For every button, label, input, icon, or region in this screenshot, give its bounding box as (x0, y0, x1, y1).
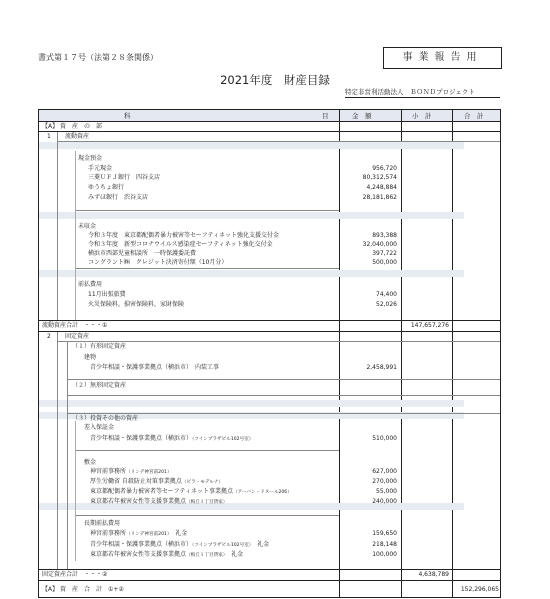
cash-item: 手元現金 (88, 165, 113, 172)
cash-amount: 956,720 (372, 165, 397, 172)
prepaid-item: 火災保険料，損害保険料，家財保険 (88, 301, 185, 308)
prepaid-group: 前払費用 (78, 281, 103, 288)
long-prepaid-amount: 159,650 (372, 530, 397, 537)
long-prepaid-group: 長期前払費用 (84, 520, 121, 527)
guarantee-amount: 510,000 (372, 435, 397, 442)
building-amount: 2,458,991 (366, 364, 397, 371)
organization-name: 特定非営利活動法人 ＢＯＮＤプロジェクト (345, 87, 500, 98)
guarantee-group: 差入保証金 (84, 424, 115, 431)
receivable-group: 未収金 (78, 223, 97, 230)
building-item: 青少年相談・保護事業拠点（横浜市） 内装工事 (90, 364, 220, 371)
long-prepaid-item: 神宮前事務所（リンデ神宮前201） 礼金 (90, 530, 188, 537)
header-col1: 科 (124, 112, 131, 120)
header-amount: 金 額 (352, 112, 372, 120)
inventory-table (38, 109, 501, 598)
header-subtotal: 小 計 (412, 112, 432, 120)
cash-item: 三菱ＵＦＪ銀行 四谷支店 (88, 174, 161, 181)
deposit-item: 東京都配偶者暴力被害者等セーフティネット事業拠点（アーバン・ドヌール206） (90, 488, 292, 495)
section-current-no: 1 (47, 133, 51, 140)
deposit-amount: 55,000 (376, 488, 397, 495)
cash-item: ゆうちょ銀行 (88, 184, 125, 191)
document-title: 2021年度 財産目録 (220, 73, 330, 87)
prepaid-item: 11月出張旅費 (88, 291, 126, 298)
receivable-item: 令和３年度 東京都配偶者暴力被害等セーフティネット強化支援交付金 (88, 232, 279, 239)
building-group: 建物 (84, 354, 97, 361)
deposit-amount: 240,000 (372, 498, 397, 505)
section-current: 流動資産 (65, 133, 90, 140)
deposit-item: 東京都若年被害女性等支援事業拠点（梅丘１丁目貸家） (90, 498, 228, 505)
cash-amount: 80,312,574 (362, 174, 397, 181)
deposit-amount: 270,000 (372, 478, 397, 485)
current-assets-total-label: 流動資産合計 ・・・① (42, 322, 108, 329)
section-fixed: 固定資産 (65, 333, 90, 340)
receivable-item: 横浜市西部児童相談所 一時保護委託費 (88, 250, 197, 257)
receivable-item: 令和３年度 新型コロナウイルス感染症セーフティネット強化交付金 (88, 241, 273, 248)
current-assets-total: 147,657,276 (410, 322, 449, 329)
deposit-group: 敷金 (84, 459, 97, 466)
report-type-box: 事業報告用 (383, 47, 502, 69)
receivable-amount: 32,040,000 (362, 241, 397, 248)
asset-total: 152,296,065 (460, 586, 499, 593)
table-header (39, 110, 500, 122)
deposit-item: 神宮前事務所（リンデ神宮前201） (90, 468, 172, 475)
cash-amount: 4,248,884 (366, 184, 397, 191)
prepaid-amount: 74,400 (376, 291, 397, 298)
header-col2: 目 (322, 112, 329, 120)
cash-group: 現金預金 (78, 155, 103, 162)
long-prepaid-item: 青少年相談・保護事業拠点（横浜市）（ツインプラザビル102号室） 礼金 (90, 541, 270, 548)
fixed-assets-total: 4,638,789 (418, 571, 449, 578)
receivable-item: コングラント㈱ クレジット決済寄付額（10月分） (88, 259, 228, 266)
long-prepaid-amount: 218,148 (372, 541, 397, 548)
fixed-assets-total-label: 固定資産合計 ・・・② (42, 571, 108, 578)
section-investment: （３）投資その他の資産 (72, 415, 139, 422)
deposit-amount: 627,000 (372, 468, 397, 475)
prepaid-amount: 52,026 (376, 301, 397, 308)
cash-amount: 28,181,862 (362, 194, 397, 201)
header-total: 合 計 (464, 112, 484, 120)
long-prepaid-amount: 100,000 (372, 551, 397, 558)
deposit-item: 厚生労働省 自殺防止対策事業拠点（ビラ・モデルナ） (90, 478, 224, 485)
guarantee-item: 青少年相談・保護事業拠点（横浜市）（ツインプラザビル102号室） (90, 435, 254, 442)
receivable-amount: 500,000 (372, 259, 397, 266)
long-prepaid-item: 東京都若年被害女性等支援事業拠点（梅丘１丁目貸家） 礼金 (90, 551, 244, 558)
cash-item: みずほ銀行 渋谷支店 (88, 194, 149, 201)
asset-total-label: 【A】 資 産 合 計 ①+② (42, 586, 124, 593)
form-number: 書式第１７号（法第２８条関係） (38, 53, 158, 62)
section-assets: 【A】 資 産 の 部 (42, 123, 103, 130)
receivable-amount: 397,722 (372, 250, 397, 257)
section-intangible: （２）無形固定資産 (72, 382, 127, 389)
section-fixed-no: 2 (47, 333, 51, 340)
section-tangible: （１）有形固定資産 (72, 343, 127, 350)
receivable-amount: 893,388 (372, 232, 397, 239)
